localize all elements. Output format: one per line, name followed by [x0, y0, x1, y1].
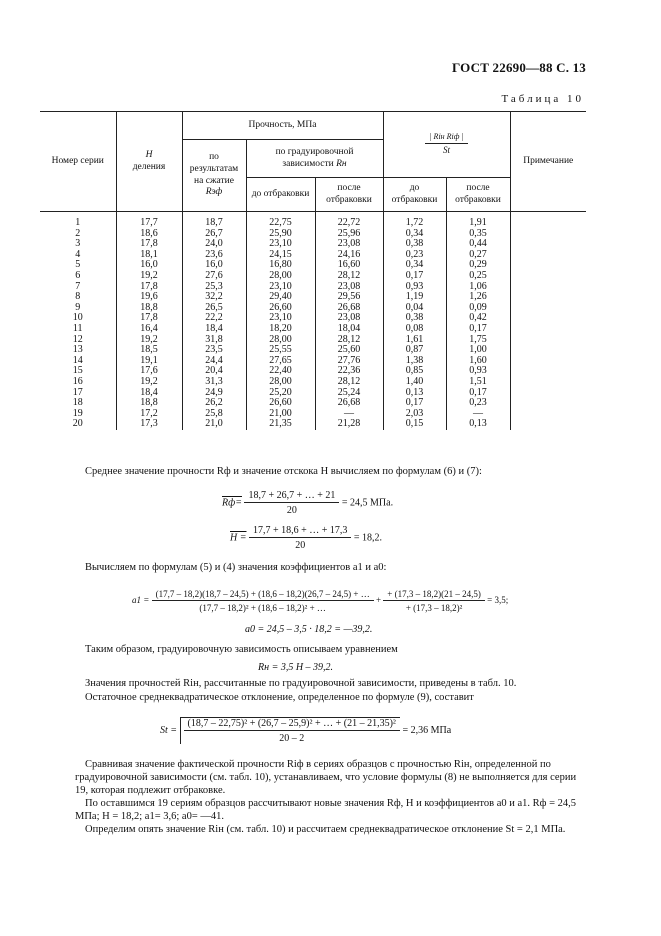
table-cell: 14 — [40, 356, 116, 367]
f6-num: (18,7 – 22,75)² + (26,7 – 25,9)² + … + (21 – 21,35)² — [184, 718, 400, 731]
formula-a0: a0 = 24,5 – 3,5 · 18,2 = —39,2. — [245, 624, 373, 635]
deviation-denominator: St — [442, 144, 450, 155]
table-cell: 0,04 — [383, 303, 446, 314]
paragraph-comparison: Сравнивая значение фактической прочности Riф в сериях образцов с прочностью Riн, определенной по градуировочной зависимости (см. табл. 10), устанавливаем, что условие формулы (8) не выполняется для серии 19, которая подлежит отбраковке. — [75, 759, 577, 796]
table-caption: Таблица 10 — [501, 93, 584, 105]
col-grad-after: после отбраковки — [315, 178, 383, 212]
paragraph-mean: Среднее значение прочности Rф и значение отскока H вычисляем по формулам (6) и (7): — [85, 466, 482, 477]
table-cell: 27,6 — [182, 271, 246, 282]
table-cell: 26,7 — [182, 229, 246, 240]
table-cell: 19,6 — [116, 292, 182, 303]
table-cell: 1,75 — [446, 335, 510, 346]
formula-regression: Rн = 3,5 H – 39,2. — [258, 662, 334, 673]
table-cell: 26,2 — [182, 398, 246, 409]
r-n-symbol: Rн — [336, 158, 347, 169]
table-cell: 0,27 — [446, 250, 510, 261]
table-cell: 1 — [40, 212, 116, 229]
table-cell: 18,04 — [315, 324, 383, 335]
table-cell: 17,2 — [116, 409, 182, 420]
table-cell: 0,44 — [446, 239, 510, 250]
table-cell: 31,3 — [182, 377, 246, 388]
table-cell: 27,76 — [315, 356, 383, 367]
table-cell: 0,17 — [383, 271, 446, 282]
table-cell: 4 — [40, 250, 116, 261]
table-cell: — — [446, 409, 510, 420]
table-cell: 0,13 — [446, 419, 510, 430]
formula-mean-h — [230, 525, 382, 551]
f3-den2: + (17,3 – 18,2)² — [405, 603, 463, 613]
col-strength: Прочность, МПа — [182, 112, 383, 140]
table-cell: 0,87 — [383, 345, 446, 356]
f1-num: 18,7 + 26,7 + … + 21 — [244, 490, 339, 503]
table-cell: 21,00 — [246, 409, 315, 420]
table-cell: 21,28 — [315, 419, 383, 430]
table-cell: 0,17 — [446, 324, 510, 335]
table-cell: 17 — [40, 388, 116, 399]
col-deviation — [383, 112, 510, 178]
table-row — [40, 239, 586, 250]
table-row — [40, 366, 586, 377]
note-cell — [510, 345, 586, 356]
table-cell: 1,19 — [383, 292, 446, 303]
h-unit: деления — [132, 161, 166, 172]
note-cell — [510, 282, 586, 293]
table-cell: 26,68 — [315, 398, 383, 409]
table-cell: 28,00 — [246, 271, 315, 282]
table-cell: 24,0 — [182, 239, 246, 250]
f6-rhs: = 2,36 МПа — [402, 724, 452, 736]
table-cell: 25,20 — [246, 388, 315, 399]
table-cell: 6 — [40, 271, 116, 282]
table-cell: 0,25 — [446, 271, 510, 282]
table-row — [40, 388, 586, 399]
table-row — [40, 260, 586, 271]
table-cell: 32,2 — [182, 292, 246, 303]
table-cell: 0,34 — [383, 260, 446, 271]
f1-rhs: = 24,5 МПа. — [341, 497, 394, 509]
table-row — [40, 212, 586, 229]
table-row — [40, 377, 586, 388]
deviation-numerator: | Riн Riф | — [425, 132, 467, 144]
table-cell: 1,26 — [446, 292, 510, 303]
note-cell — [510, 303, 586, 314]
table-cell: 8 — [40, 292, 116, 303]
table-cell: 17,8 — [116, 282, 182, 293]
table-cell: 1,40 — [383, 377, 446, 388]
table-cell: 19,2 — [116, 377, 182, 388]
table-cell: 17,7 — [116, 212, 182, 229]
table-cell: 26,68 — [315, 303, 383, 314]
table-row — [40, 292, 586, 303]
table-row — [40, 335, 586, 346]
table-cell: 19 — [40, 409, 116, 420]
table-cell: 18,4 — [116, 388, 182, 399]
table-row — [40, 250, 586, 261]
f3-den1: (17,7 – 18,2)² + (18,6 – 18,2)² + … — [199, 603, 326, 613]
note-cell — [510, 388, 586, 399]
note-cell — [510, 356, 586, 367]
table-row — [40, 229, 586, 240]
table-row — [40, 313, 586, 324]
f3-num2: + (17,3 – 18,2)(21 – 24,5) — [383, 589, 485, 601]
table-cell: 28,00 — [246, 377, 315, 388]
table-cell: 1,60 — [446, 356, 510, 367]
table-cell: 17,6 — [116, 366, 182, 377]
note-cell — [510, 271, 586, 282]
col-by-grad — [246, 140, 383, 178]
table-cell: 25,90 — [246, 229, 315, 240]
table-cell: 0,38 — [383, 239, 446, 250]
table-cell: — — [315, 409, 383, 420]
table-cell: 17,8 — [116, 313, 182, 324]
table-cell: 23,10 — [246, 282, 315, 293]
table-cell: 17,3 — [116, 419, 182, 430]
col-dev-before: до отбраковки — [383, 178, 446, 212]
note-cell — [510, 366, 586, 377]
f1-lhs: Rф= — [222, 497, 242, 509]
note-cell — [510, 250, 586, 261]
table-cell: 19,2 — [116, 335, 182, 346]
paragraph-residual: Остаточное среднеквадратическое отклонение, определенное по формуле (9), составит — [85, 692, 474, 703]
table-cell: 18,4 — [182, 324, 246, 335]
f3-rhs: = 3,5; — [487, 595, 509, 606]
table-cell: 11 — [40, 324, 116, 335]
note-cell — [510, 409, 586, 420]
note-cell — [510, 419, 586, 430]
table-cell: 26,60 — [246, 398, 315, 409]
table-cell: 26,5 — [182, 303, 246, 314]
table-cell: 23,08 — [315, 282, 383, 293]
table-cell: 0,35 — [446, 229, 510, 240]
table-cell: 0,93 — [383, 282, 446, 293]
table-row — [40, 282, 586, 293]
f3-fraction-2 — [383, 589, 485, 613]
table-cell: 18,20 — [246, 324, 315, 335]
note-cell — [510, 335, 586, 346]
table-cell: 24,16 — [315, 250, 383, 261]
paragraph-final: Определим опять значение Riн (см. табл. 10) и рассчитаем среднеквадратическое отклонение St = 2,1 МПа. — [85, 824, 566, 835]
table-cell: 23,6 — [182, 250, 246, 261]
table-cell: 2 — [40, 229, 116, 240]
by-compression-label: по результатам на сжатие — [189, 151, 239, 186]
f2-fraction — [249, 525, 351, 551]
table-cell: 18 — [40, 398, 116, 409]
table-cell: 16,0 — [182, 260, 246, 271]
table-row — [40, 409, 586, 420]
table-cell: 10 — [40, 313, 116, 324]
table-cell: 18,1 — [116, 250, 182, 261]
paragraph-table-ref: Значения прочностей Riн, рассчитанные по градуировочной зависимости, приведены в табл. 10. — [85, 678, 517, 689]
f3-plus: + — [375, 595, 382, 606]
table-cell: 28,12 — [315, 271, 383, 282]
table-cell: 16,80 — [246, 260, 315, 271]
table-cell: 25,8 — [182, 409, 246, 420]
formula-mean-r — [222, 490, 393, 516]
table-cell: 3 — [40, 239, 116, 250]
deviation-fraction — [425, 132, 467, 156]
table-cell: 18,8 — [116, 398, 182, 409]
table-cell: 1,00 — [446, 345, 510, 356]
note-cell — [510, 239, 586, 250]
table-row — [40, 324, 586, 335]
f6-fraction — [184, 718, 400, 744]
table-cell: 1,72 — [383, 212, 446, 229]
f1-fraction — [244, 490, 339, 516]
table-cell: 23,10 — [246, 313, 315, 324]
table-cell: 0,13 — [383, 388, 446, 399]
table-cell: 20 — [40, 419, 116, 430]
table-cell: 1,91 — [446, 212, 510, 229]
table-cell: 23,08 — [315, 313, 383, 324]
note-cell — [510, 324, 586, 335]
f3-num1: (17,7 – 18,2)(18,7 – 24,5) + (18,6 – 18,2)(26,7 – 24,5) + … — [152, 589, 374, 601]
table-cell: 28,12 — [315, 335, 383, 346]
table-cell: 24,4 — [182, 356, 246, 367]
table-cell: 16,4 — [116, 324, 182, 335]
by-grad-label: по градуировочной зависимости — [275, 146, 354, 169]
table-cell: 13 — [40, 345, 116, 356]
f2-lhs: H = — [230, 532, 247, 544]
f2-den: 20 — [295, 540, 306, 551]
table-cell: 24,9 — [182, 388, 246, 399]
table-cell: 27,65 — [246, 356, 315, 367]
f6-den: 20 – 2 — [279, 733, 305, 744]
note-cell — [510, 377, 586, 388]
table-cell: 23,08 — [315, 239, 383, 250]
table-cell: 1,38 — [383, 356, 446, 367]
table-cell: 5 — [40, 260, 116, 271]
table-cell: 18,6 — [116, 229, 182, 240]
note-cell — [510, 229, 586, 240]
table-cell: 0,17 — [446, 388, 510, 399]
paragraph-coeffs: Вычисляем по формулам (5) и (4) значения коэффициентов a1 и a0: — [85, 562, 387, 573]
r-ef-symbol: Rэф — [205, 187, 223, 198]
table-cell: 12 — [40, 335, 116, 346]
table-cell: 31,8 — [182, 335, 246, 346]
note-cell — [510, 398, 586, 409]
table-cell: 19,2 — [116, 271, 182, 282]
note-cell — [510, 212, 586, 229]
table-cell: 17,8 — [116, 239, 182, 250]
table-cell: 1,51 — [446, 377, 510, 388]
table-cell: 28,12 — [315, 377, 383, 388]
table-cell: 18,5 — [116, 345, 182, 356]
formula-a1 — [132, 589, 508, 613]
note-cell — [510, 260, 586, 271]
note-cell — [510, 292, 586, 303]
table-cell: 1,61 — [383, 335, 446, 346]
table-cell: 23,5 — [182, 345, 246, 356]
table-cell: 22,2 — [182, 313, 246, 324]
table-cell: 28,00 — [246, 335, 315, 346]
f6-lhs: St = — [160, 724, 178, 736]
table-cell: 24,15 — [246, 250, 315, 261]
col-note: Примечание — [510, 112, 586, 212]
table-cell: 22,75 — [246, 212, 315, 229]
table-row — [40, 271, 586, 282]
table-cell: 19,1 — [116, 356, 182, 367]
table-body — [40, 212, 586, 430]
col-dev-after: после отбраковки — [446, 178, 510, 212]
f2-num: 17,7 + 18,6 + … + 17,3 — [249, 525, 351, 538]
table-cell: 16 — [40, 377, 116, 388]
table-cell: 0,23 — [383, 250, 446, 261]
f3-fraction-1 — [152, 589, 374, 613]
f3-lhs: a1 = — [132, 595, 150, 606]
note-cell — [510, 313, 586, 324]
table-cell: 25,60 — [315, 345, 383, 356]
col-grad-before: до отбраковки — [246, 178, 315, 212]
table-cell: 1,06 — [446, 282, 510, 293]
table-cell: 18,8 — [116, 303, 182, 314]
table-cell: 0,85 — [383, 366, 446, 377]
table-cell: 0,15 — [383, 419, 446, 430]
f2-rhs: = 18,2. — [353, 532, 383, 544]
table-cell: 20,4 — [182, 366, 246, 377]
table-cell: 22,72 — [315, 212, 383, 229]
table-cell: 0,42 — [446, 313, 510, 324]
table-cell: 21,0 — [182, 419, 246, 430]
paragraph-equation: Таким образом, градуировочную зависимость описываем уравнением — [85, 644, 398, 655]
table-cell: 16,60 — [315, 260, 383, 271]
table-cell: 0,93 — [446, 366, 510, 377]
table-cell: 7 — [40, 282, 116, 293]
paragraph-recalc: По оставшимся 19 сериям образцов рассчитывают новые значения Rф, H и коэффициентов a0 и a1. Rф = 24,5 МПа; H = 18,2; a1= 3,6; a0= —41. — [75, 798, 577, 822]
col-series: Номер серии — [40, 112, 116, 212]
page-header: ГОСТ 22690—88 С. 13 — [452, 60, 586, 75]
table-cell: 29,56 — [315, 292, 383, 303]
sqrt-radical — [180, 717, 400, 744]
h-symbol: Н — [145, 149, 153, 160]
table-cell: 2,03 — [383, 409, 446, 420]
table-row — [40, 303, 586, 314]
table-cell: 26,60 — [246, 303, 315, 314]
table-row — [40, 419, 586, 430]
results-table — [40, 111, 586, 430]
formula-st — [160, 717, 451, 744]
table-cell: 25,3 — [182, 282, 246, 293]
table-cell: 0,08 — [383, 324, 446, 335]
table-cell: 23,10 — [246, 239, 315, 250]
table-cell: 0,23 — [446, 398, 510, 409]
table-cell: 22,40 — [246, 366, 315, 377]
table-cell: 21,35 — [246, 419, 315, 430]
table-cell: 15 — [40, 366, 116, 377]
table-row — [40, 345, 586, 356]
table-cell: 25,96 — [315, 229, 383, 240]
col-h — [116, 112, 182, 212]
table-cell: 18,7 — [182, 212, 246, 229]
table-cell: 0,29 — [446, 260, 510, 271]
table-cell: 0,38 — [383, 313, 446, 324]
table-cell: 29,40 — [246, 292, 315, 303]
col-by-compression — [182, 140, 246, 212]
table-cell: 16,0 — [116, 260, 182, 271]
table-row — [40, 398, 586, 409]
table-cell: 9 — [40, 303, 116, 314]
table-cell: 0,34 — [383, 229, 446, 240]
table-cell: 0,09 — [446, 303, 510, 314]
table-cell: 25,24 — [315, 388, 383, 399]
table-cell: 25,55 — [246, 345, 315, 356]
table-row — [40, 356, 586, 367]
table-cell: 22,36 — [315, 366, 383, 377]
table-cell: 0,17 — [383, 398, 446, 409]
f1-den: 20 — [286, 505, 297, 516]
